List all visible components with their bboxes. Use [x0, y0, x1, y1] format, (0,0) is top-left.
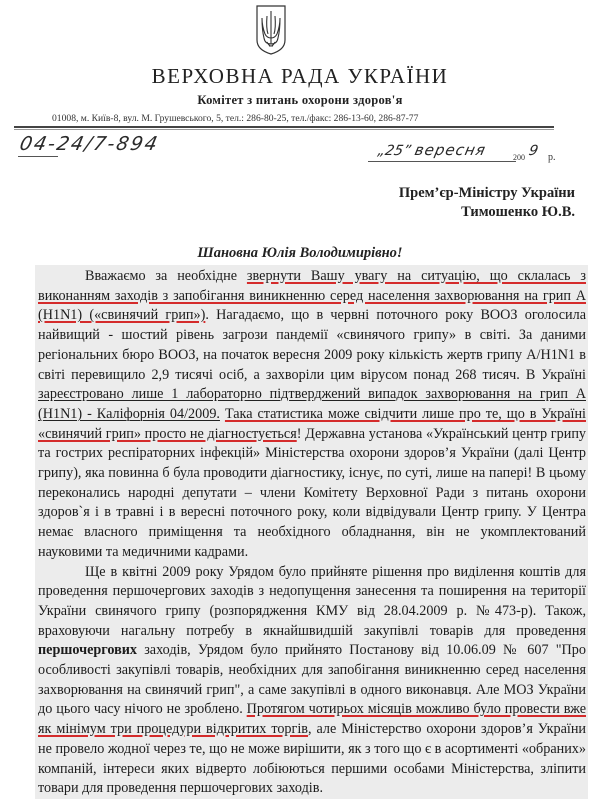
text-run: , але Міністерство охорони здоров’я України не провело жодної через те, що не може вирішити, як з того що є в асортименті «обраних» компаній, інтереси яких відверто лобіюються першими особами Міністерства, зліпити товари для проведення першочергових заходів. [38, 721, 587, 797]
paragraph-2 [38, 563, 586, 799]
outgoing-number-line [18, 156, 58, 157]
text-run: ! Державна установа «Український центр грипу та гострих респіраторних інфекцій» Міністерства охорони здоров’я України (далі Центр грипу), яка повинна б була проводити діагностику, існує, по суті, лише на папері! В цьому переконались народні депутати – члени Комітету Верховної Ради з питань охорони здоров`я і в травні і в вересні поточного року, коли відвідували Центр грипу. У Центра немає власного приміщення та необхідного обладнання, він не укомплектований науковими та медичними кадрами. [38, 425, 586, 560]
date-year-suffix: 9 [527, 143, 540, 159]
letterhead-rule [14, 126, 554, 128]
text-run: . Нагадаємо, що в червні поточного року ВООЗ оголосила найвищий - шостий рівень загрози пандемії «свинячого грипу» в світі. За даними регіональних бюро ВООЗ, на початок вересня 2009 року кількість жертв грипу А/H1N1 в світі перевищило 2,9 тисячі осіб, а захворіли цим вірусом понад 268 тисяч. В Україні [38, 307, 587, 383]
date-month: вересня [413, 141, 488, 159]
underlined-text-red: звернути Вашу увагу на ситуацію, що склалась з виконанням заходів з запобігання виникненню серед населення захворювання на грип А (H1N1) («свинячий грип») [38, 268, 586, 324]
date-unit: р. [548, 152, 556, 163]
committee-name: Комітет з питань охорони здоров'я [197, 93, 403, 107]
underlined-text-red: Така статистика може свідчити лише про те, що в Україні «свинячий грип» просто не діагностується [38, 405, 586, 442]
date-year-prefix: 200 [513, 153, 525, 162]
paragraph-1 [38, 267, 586, 563]
tryzub-coat-of-arms-icon [255, 4, 287, 56]
salutation: Шановна Юлія Володимирівно! [197, 245, 403, 261]
text-run: Вважаємо за необхідне [85, 268, 247, 284]
addressee-position: Прем’єр-Міністру України [398, 185, 575, 201]
letter-body [38, 267, 586, 799]
date-day: „25” [376, 143, 413, 159]
letterhead-rule-thin [14, 129, 554, 130]
letterhead-address: 01008, м. Київ-8, вул. М. Грушевського, 5, тел.: 286-80-25, тел./факс: 286-13-60, 286-87-77 [52, 113, 419, 124]
underlined-text-red: Протягом чотирьох місяців можливо було провести вже як мінімум три процедури відкритих торгів [38, 701, 586, 738]
bold-text: першочергових [38, 642, 138, 659]
date-month-line [408, 161, 516, 162]
outgoing-number: 04-24/7-894 [17, 133, 162, 155]
text-run: Ще в квітні 2009 року Урядом було прийняте рішення про виділення коштів для проведення першочергових заходів з недопущення занесення та поширення на території України свинячого грипу (розпорядження КМУ від 28.04.2009 р. №473-р). Також, враховуючи нагальну потребу в якнайшвидшій закупівлі товарів для проведення [38, 563, 586, 639]
organization-title: ВЕРХОВНА РАДА УКРАЇНИ [151, 64, 449, 88]
text-run: заходів, Урядом було прийнято Постанову від 10.06.09 № 607 "Про особливості закупівлі товарів, необхідних для запобігання виникненню серед населення захворювання на свинячий грип", а саме закупівлі в одного виконавця. Але МОЗ України до цього часу нічого не зроблено. [38, 642, 586, 718]
addressee-name: Тимошенко Ю.В. [461, 204, 575, 220]
underlined-text: зареєстровано лише 1 лабораторно підтверджений випадок захворювання на грип А (H1N1) - Каліфорнія 04/2009. [38, 386, 586, 422]
addressee [399, 184, 575, 222]
date-day-line [368, 161, 410, 162]
